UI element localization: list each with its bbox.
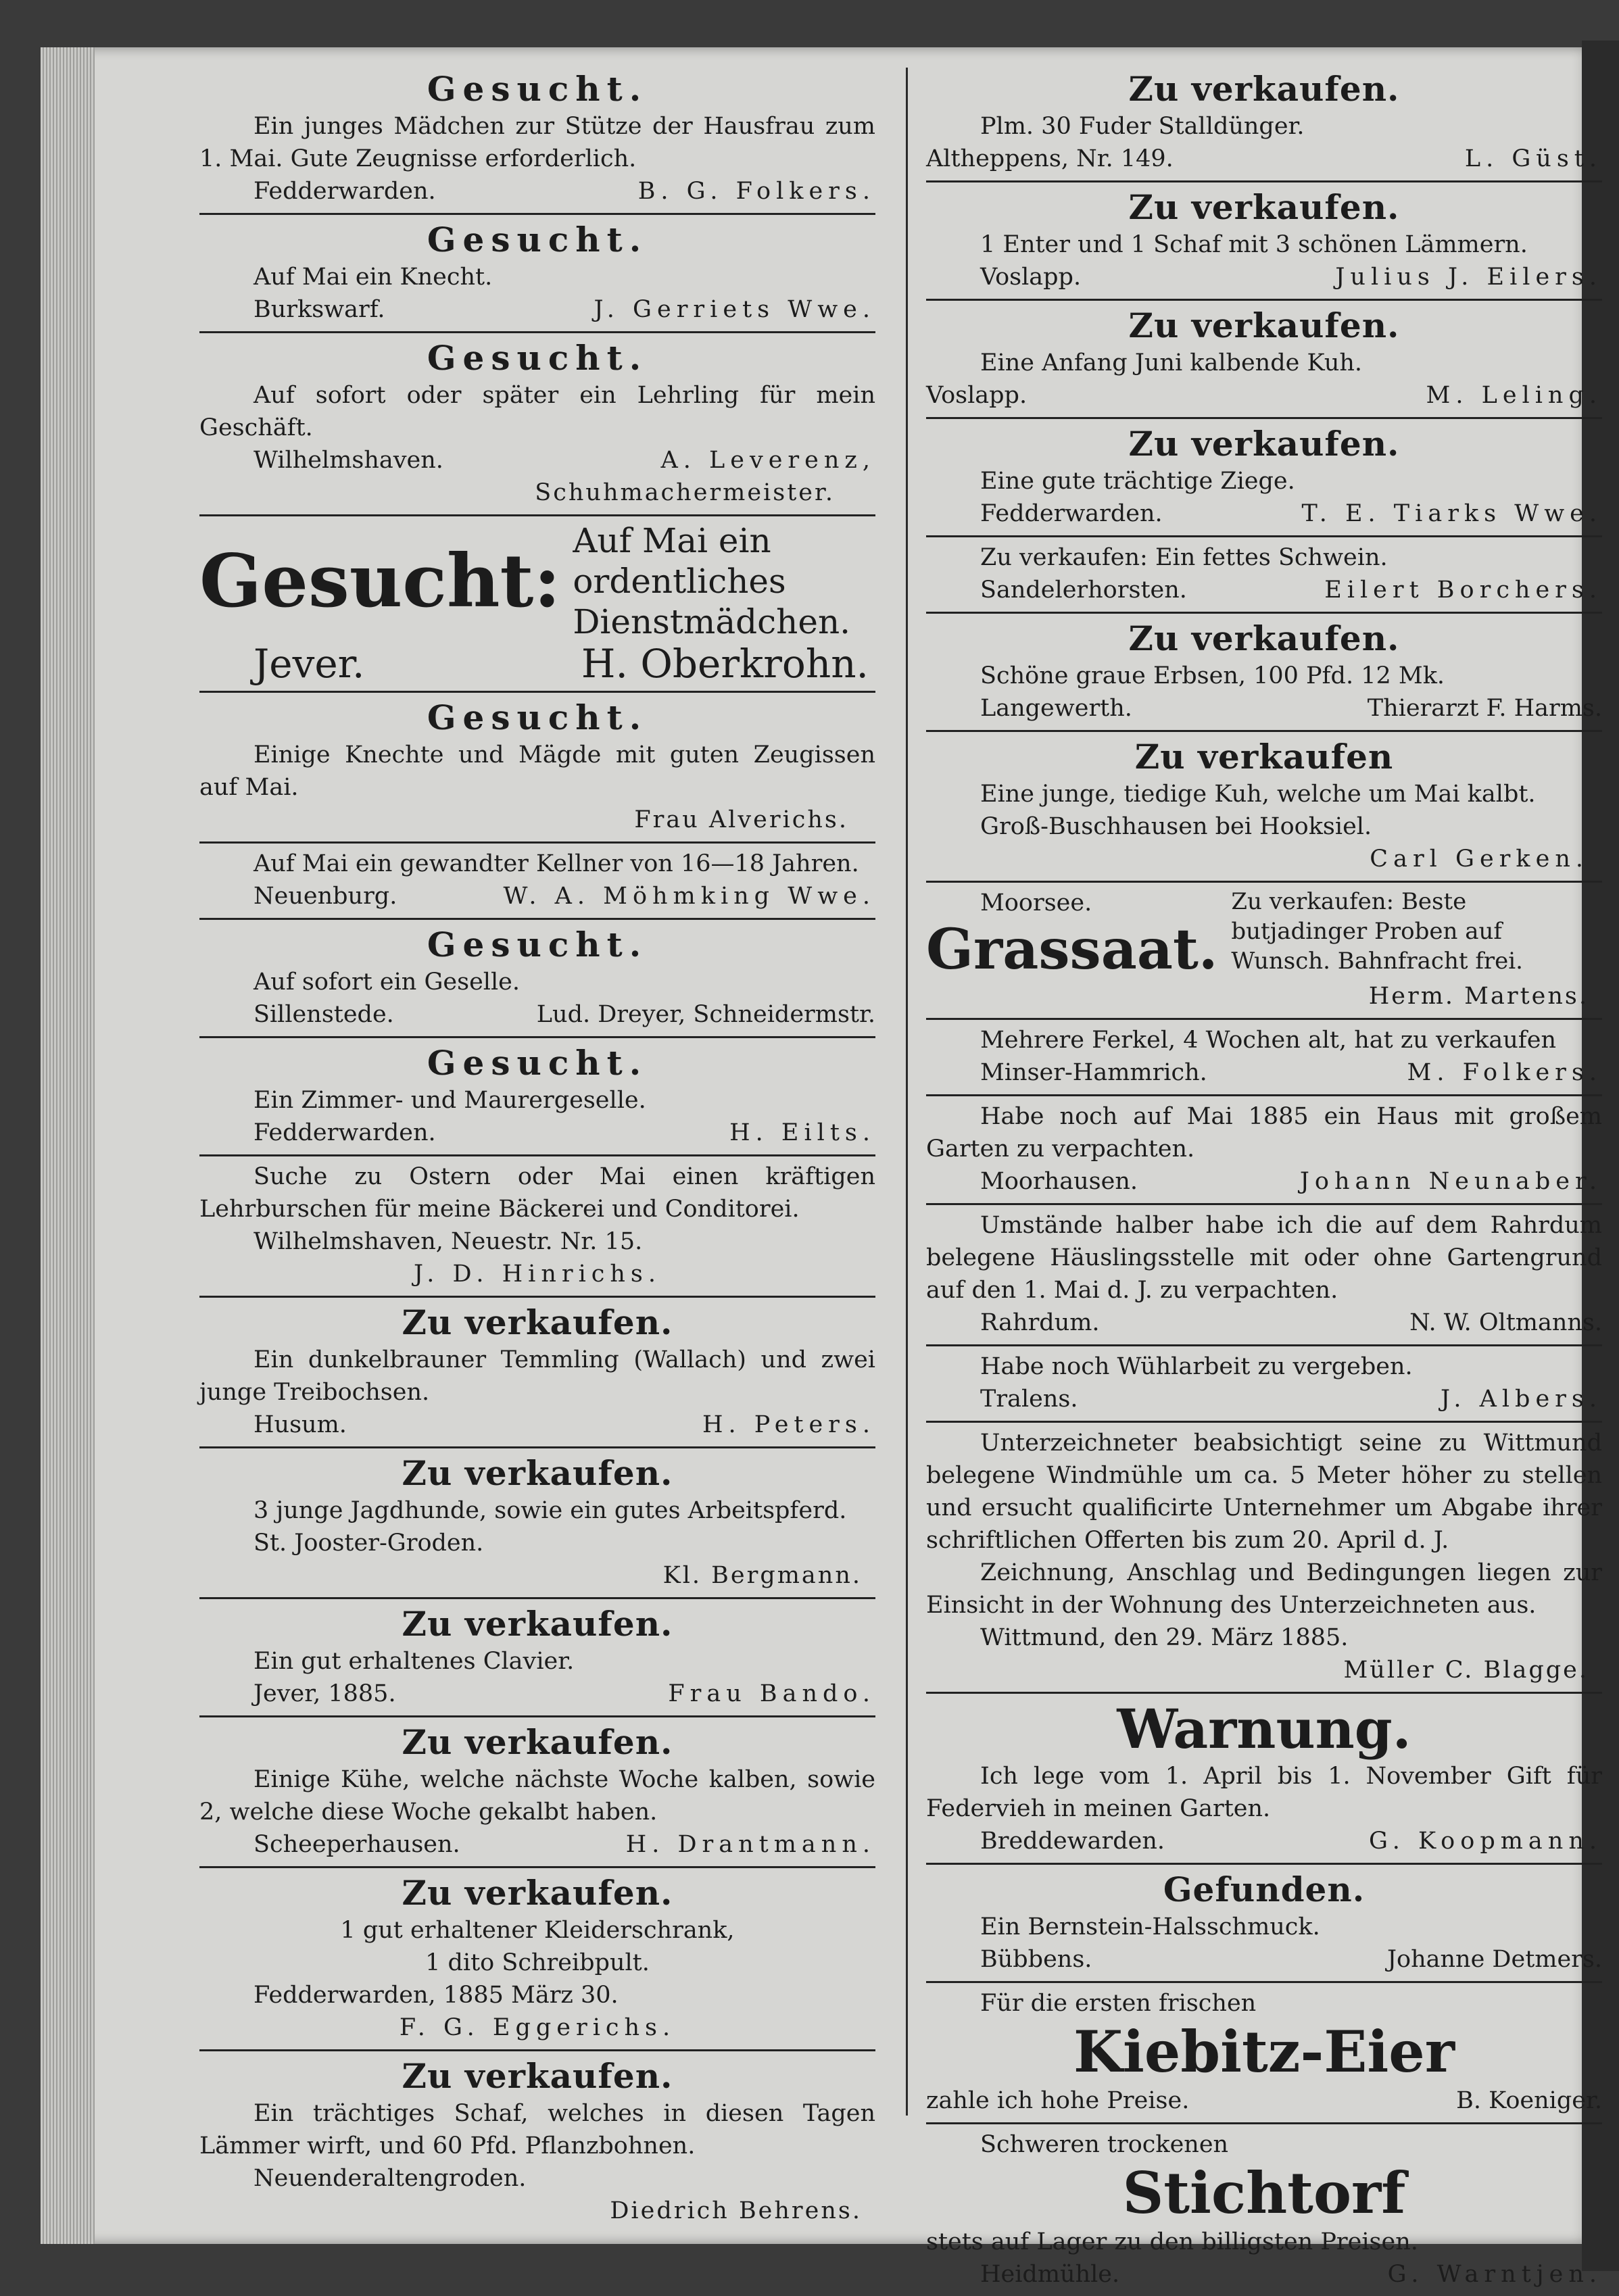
left-column: [199, 64, 875, 2232]
ad-verkaufen-eilers: [926, 182, 1602, 301]
ad-signature: [926, 379, 1602, 412]
ad-heading: Zu verkaufen.: [402, 1302, 673, 1342]
ad-signer: A. Leverenz,: [660, 447, 875, 474]
ad-ferkel-folkers: [926, 1020, 1602, 1096]
ad-signer: J. Gerriets Wwe.: [594, 296, 875, 323]
ad-signature: [199, 998, 875, 1031]
ad-heading: Zu verkaufen.: [402, 2056, 673, 2096]
ad-verkaufen-bando: [199, 1599, 875, 1717]
ad-text: Auf sofort oder später ein Lehrling für mein Geschäft.: [199, 382, 875, 441]
ad-signer: T. E. Tiarks Wwe.: [1301, 500, 1602, 527]
ad-heading: Zu verkaufen.: [402, 1722, 673, 1762]
ad-heading: Zu verkaufen.: [402, 1453, 673, 1493]
ad-verkaufen-bergmann: [199, 1448, 875, 1599]
ad-signer: L. Güst.: [1464, 145, 1602, 172]
ad-text: 3 junge Jagdhunde, sowie ein gutes Arbeitspferd.: [253, 1497, 847, 1524]
ad-verkaufen-borchers: [926, 537, 1602, 614]
ad-haus-neunaber: [926, 1096, 1602, 1205]
ad-place-date: Fedderwarden, 1885 März 30.: [253, 1982, 619, 2009]
ad-line: Schweren trockenen: [980, 2131, 1229, 2158]
ad-place: Fedderwarden.: [253, 178, 436, 205]
ad-grassaat-martens: [926, 883, 1602, 1020]
ad-heading: Zu verkaufen.: [1128, 424, 1400, 464]
ad-line: 1 dito Schreibpult.: [425, 1949, 650, 1976]
ad-signer: Carl Gerken.: [1370, 846, 1589, 873]
ad-place: Heidmühle.: [980, 2261, 1120, 2288]
ad-signer: H. Peters.: [702, 1411, 875, 1438]
ad-signature: [926, 2084, 1602, 2117]
ad-verkaufen-behrens: [199, 2051, 875, 2232]
ad-place: Scheeperhausen.: [253, 1831, 460, 1858]
ad-signer: M. Folkers.: [1407, 1059, 1602, 1086]
ad-heading: Gesucht.: [427, 69, 648, 109]
ad-text: Habe noch auf Mai 1885 ein Haus mit großem Garten zu verpachten.: [926, 1103, 1602, 1163]
ad-signer: Herm. Martens.: [1368, 983, 1589, 1010]
ad-signature: [926, 497, 1602, 530]
ad-signer: Eilert Borchers.: [1324, 577, 1602, 604]
ad-text: Eine junge, tiedige Kuh, welche um Mai kalbt.: [980, 781, 1536, 808]
ad-side-text: Zu verkaufen: Beste butjadinger Proben auf Wunsch. Bahnfracht frei.: [1231, 888, 1523, 975]
ad-heading: Gesucht.: [427, 698, 648, 737]
ad-place: Moorhausen.: [980, 1168, 1138, 1195]
ad-line: zahle ich hohe Preise.: [926, 2087, 1190, 2114]
ad-gesucht-eilts: [199, 1038, 875, 1156]
ad-signer: B. G. Folkers.: [637, 178, 875, 205]
ad-place: Jever, 1885.: [253, 1680, 396, 1707]
ad-signature: [926, 1165, 1602, 1198]
ad-signer: J. D. Hinrichs.: [413, 1261, 662, 1288]
ad-signature: [199, 1409, 875, 1441]
ad-place: Husum.: [253, 1411, 347, 1438]
ad-place: Voslapp.: [926, 382, 1028, 409]
ad-signer: W. A. Möhmking Wwe.: [503, 883, 875, 910]
ad-place: Voslapp.: [980, 264, 1082, 291]
ad-text: Plm. 30 Fuder Stalldünger.: [980, 113, 1305, 140]
ad-signer: B. Koeniger.: [1456, 2087, 1602, 2114]
ad-place: Minser-Hammrich.: [980, 1059, 1207, 1086]
ad-big-heading: Stichtorf: [1122, 2159, 1406, 2226]
ad-heading: Zu verkaufen.: [402, 1604, 673, 1644]
ad-signer: H. Drantmann.: [625, 1831, 875, 1858]
ad-signer: Julius J. Eilers.: [1335, 264, 1602, 291]
ad-signer: H. Eilts.: [729, 1119, 875, 1146]
ad-gesucht-gerriets: [199, 215, 875, 333]
ad-place: Wilhelmshaven.: [253, 447, 443, 474]
ad-line: stets auf Lager zu den billigsten Preisen.: [926, 2228, 1418, 2255]
ad-place-date: Wittmund, den 29. März 1885.: [980, 1624, 1349, 1651]
ad-heading: Zu verkaufen.: [1128, 618, 1400, 658]
ad-signature: [926, 1306, 1602, 1339]
ad-place: Moorsee.: [980, 889, 1092, 917]
ad-verkaufen-gerken: [926, 732, 1602, 883]
ad-text: Einige Knechte und Mägde mit guten Zeugissen auf Mai.: [199, 741, 875, 801]
ad-heading: Gesucht.: [427, 338, 648, 378]
ad-signature: [199, 880, 875, 912]
ad-signer: J. Albers.: [1441, 1386, 1602, 1413]
ad-place: St. Jooster-Groden.: [253, 1530, 484, 1557]
ad-text: Suche zu Ostern oder Mai einen kräftigen Lehrburschen für meine Bäckerei und Conditorei.: [199, 1163, 875, 1223]
ad-heading: Zu verkaufen.: [402, 1873, 673, 1913]
ad-signature: [199, 1678, 875, 1710]
ad-signature: [199, 1828, 875, 1861]
ad-text: Ich lege vom 1. April bis 1. November Gift für Federvieh in meinen Garten.: [926, 1763, 1602, 1822]
ad-text: Ein dunkelbrauner Temmling (Wallach) und zwei junge Treibochsen.: [199, 1346, 875, 1406]
ad-signature: [926, 1825, 1602, 1857]
ad-signer: Johann Neunaber.: [1299, 1168, 1602, 1195]
ad-text: Umstände halber habe ich die auf dem Rahrdum belegene Häuslingsstelle mit oder ohne Gartengrund auf den 1. Mai d. J. zu verpachten.: [926, 1212, 1602, 1304]
ad-heading: Gesucht.: [427, 220, 648, 260]
ad-signer: G. Koopmann.: [1369, 1828, 1602, 1855]
ad-gefunden-detmers: [926, 1865, 1602, 1983]
ad-place: Rahrdum.: [980, 1309, 1100, 1336]
ad-kiebitz-koeniger: [926, 1983, 1602, 2124]
ad-place: Burkswarf.: [253, 296, 385, 323]
page-edge-stack: [41, 47, 95, 2244]
ad-signature: [926, 261, 1602, 293]
ad-place: Groß-Buschhausen bei Hooksiel.: [980, 813, 1372, 840]
ad-side-text: Auf Mai ein ordentliches Dienstmädchen.: [573, 521, 851, 641]
ad-place: Breddewarden.: [980, 1828, 1165, 1855]
ad-signer: Lud. Dreyer, Schneidermstr.: [536, 1001, 875, 1028]
ad-gesucht-alverichs: [199, 693, 875, 844]
ad-text: Mehrere Ferkel, 4 Wochen alt, hat zu verkaufen: [980, 1027, 1556, 1054]
ad-signature: [926, 2258, 1602, 2291]
ad-verkaufen-harms: [926, 614, 1602, 732]
ad-line: Für die ersten frischen: [980, 1990, 1257, 2017]
ad-signer-title: Schuhmachermeister.: [535, 479, 835, 506]
ad-big-heading: Kiebitz-Eier: [1073, 2018, 1455, 2085]
ad-signature: [926, 1943, 1602, 1976]
ad-heading: Zu verkaufen.: [1128, 69, 1400, 109]
ad-text: Auf Mai ein Knecht.: [253, 264, 493, 291]
ad-signer: Frau Alverichs.: [634, 806, 848, 833]
ad-signature: [926, 143, 1602, 175]
ad-place: Langewerth.: [980, 695, 1132, 722]
ad-kellner-moehmking: [199, 844, 875, 920]
ad-place: Fedderwarden.: [980, 500, 1163, 527]
ad-text: Habe noch Wühlarbeit zu vergeben.: [980, 1353, 1413, 1380]
ad-signature: [199, 642, 875, 685]
ad-text: Unterzeichneter beabsichtigt seine zu Wittmund belegene Windmühle um ca. 5 Meter höher zu stellen und ersucht qualificirte Unternehmer um Abgabe ihrer schriftlichen Offerten bis zum 20. April d. J.: [926, 1430, 1602, 1554]
ad-big-heading: Warnung.: [1117, 1697, 1411, 1761]
ad-signer: Thierarzt F. Harms.: [1367, 695, 1602, 722]
ad-text: Eine Anfang Juni kalbende Kuh.: [980, 349, 1363, 376]
ad-place: Neuenburg.: [253, 883, 397, 910]
ad-signer: G. Warntjen.: [1387, 2261, 1602, 2288]
ad-text: Schöne graue Erbsen, 100 Pfd. 12 Mk.: [980, 662, 1445, 689]
ad-windmuehle-blagge: [926, 1423, 1602, 1694]
ad-place: Sandelerhorsten.: [980, 577, 1187, 604]
ad-text: Einige Kühe, welche nächste Woche kalben, sowie 2, welche diese Woche gekalbt haben.: [199, 1766, 875, 1826]
ad-heading: Gesucht.: [427, 1043, 648, 1083]
ad-signature: [199, 175, 875, 207]
ad-signer: Kl. Bergmann.: [662, 1562, 862, 1589]
ad-heading: Zu verkaufen.: [1128, 187, 1400, 227]
right-column: [926, 64, 1602, 2296]
ad-signer: Frau Bando.: [668, 1680, 875, 1707]
ad-text: Ein trächtiges Schaf, welches in diesen Tagen Lämmer wirft, und 60 Pfd. Pflanzbohnen.: [199, 2100, 875, 2159]
ad-signature: [926, 1383, 1602, 1415]
ad-gesucht-leverenz: [199, 333, 875, 516]
ad-big-heading: Gesucht:: [199, 539, 561, 624]
ad-gesucht-dreyer: [199, 920, 875, 1038]
ad-verkaufen-drantmann: [199, 1717, 875, 1868]
ad-haeuslingsstelle-oltmanns: [926, 1205, 1602, 1346]
ad-stichtorf-warntjen: [926, 2124, 1602, 2296]
ad-signer: F. G. Eggerichs.: [399, 2014, 676, 2041]
ad-signer: N. W. Oltmanns.: [1409, 1309, 1602, 1336]
ad-verkaufen-eggerichs: [199, 1868, 875, 2051]
ad-heading: Gefunden.: [1163, 1870, 1366, 1909]
ad-signature: [199, 444, 875, 477]
ad-heading: Zu verkaufen.: [1128, 306, 1400, 345]
ad-text: Ein Zimmer- und Maurergeselle.: [253, 1087, 646, 1114]
ad-verkaufen-peters: [199, 1298, 875, 1448]
ad-signer: H. Oberkrohn.: [581, 641, 869, 687]
ad-gesucht-oberkrohn: [199, 516, 875, 693]
ad-line: 1 gut erhaltener Kleiderschrank,: [340, 1917, 735, 1944]
ad-place: Altheppens, Nr. 149.: [926, 145, 1174, 172]
ad-text: Ein Bernstein-Halsschmuck.: [980, 1913, 1320, 1940]
ad-signature: [926, 1056, 1602, 1089]
ad-verkaufen-guest: [926, 64, 1602, 182]
ad-verkaufen-tiarks: [926, 419, 1602, 537]
column-divider: [906, 68, 908, 2116]
ad-text: 1 Enter und 1 Schaf mit 3 schönen Lämmern.: [980, 231, 1528, 258]
ad-address: Wilhelmshaven, Neuestr. Nr. 15.: [253, 1228, 643, 1255]
ad-signer: Diedrich Behrens.: [610, 2197, 862, 2224]
ad-text: Ein junges Mädchen zur Stütze der Hausfrau zum 1. Mai. Gute Zeugnisse erforderlich.: [199, 113, 875, 172]
ad-signature: [199, 1117, 875, 1149]
ad-text: Auf sofort ein Geselle.: [253, 969, 521, 996]
ad-signer: M. Leling.: [1426, 382, 1602, 409]
ad-place: Neuenderaltengroden.: [253, 2165, 527, 2192]
ad-place: Fedderwarden.: [253, 1119, 436, 1146]
ad-place: Bübbens.: [980, 1946, 1092, 1973]
ad-signature: [926, 692, 1602, 725]
ad-verkaufen-leling: [926, 301, 1602, 419]
ad-gesucht-folkers: [199, 64, 875, 215]
ad-big-heading: Grassaat.: [926, 917, 1218, 982]
ad-signer: Johanne Detmers.: [1387, 1946, 1602, 1973]
ad-place: Jever.: [253, 641, 365, 687]
ad-text-2: Zeichnung, Anschlag und Bedingungen liegen zur Einsicht in der Wohnung des Unterzeichneten aus.: [926, 1559, 1602, 1619]
ad-place: Tralens.: [980, 1386, 1078, 1413]
ad-text: Eine gute trächtige Ziege.: [980, 468, 1295, 495]
ad-place: Sillenstede.: [253, 1001, 394, 1028]
ad-wuehlarbeit-albers: [926, 1346, 1602, 1423]
ad-heading: Gesucht.: [427, 925, 648, 964]
ad-signature: [926, 574, 1602, 606]
ad-text: Zu verkaufen: Ein fettes Schwein.: [980, 544, 1388, 571]
ad-signer: Müller C. Blagge.: [1343, 1657, 1589, 1684]
ad-signature: [199, 293, 875, 326]
ad-text: Auf Mai ein gewandter Kellner von 16—18 Jahren.: [253, 850, 859, 877]
ad-heading: Zu verkaufen: [1134, 737, 1394, 777]
ad-lehrbursche-hinrichs: [199, 1156, 875, 1298]
ad-text: Ein gut erhaltenes Clavier.: [253, 1648, 575, 1675]
ad-warnung-koopmann: [926, 1694, 1602, 1865]
